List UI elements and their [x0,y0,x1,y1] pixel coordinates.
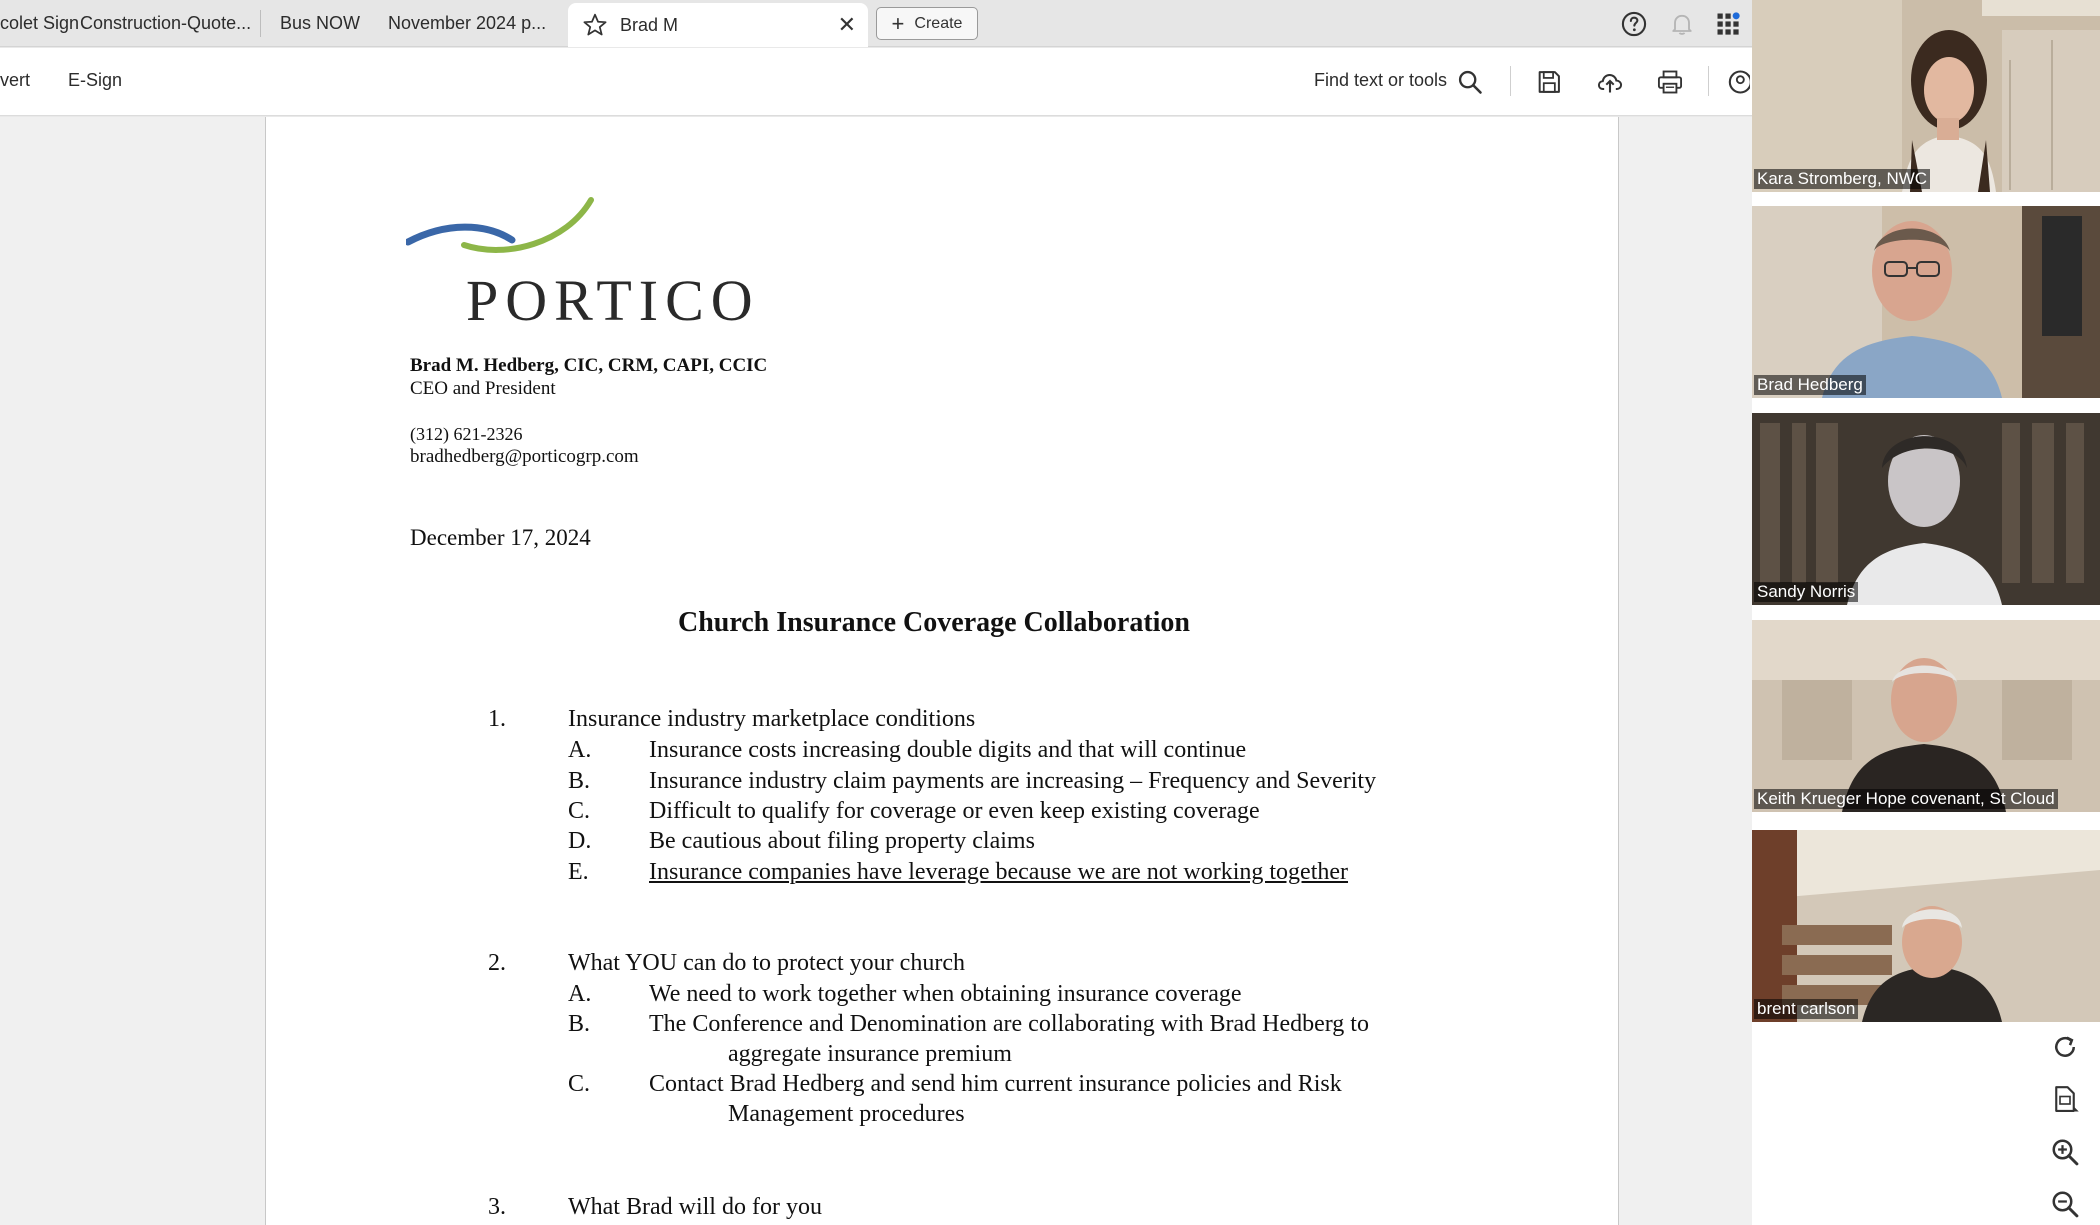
participant-tile[interactable] [1752,413,2100,605]
participant-tile[interactable] [1752,830,2100,1022]
list-item: Difficult to qualify for coverage or even keep existing coverage [649,798,1260,824]
star-icon[interactable] [582,12,608,38]
section-heading: What YOU can do to protect your church [568,950,965,976]
plus-icon: + [891,10,905,36]
list-item: Contact Brad Hedberg and send him current insurance policies and Risk [649,1071,1342,1097]
create-label: Create [914,14,963,32]
page-icon[interactable] [2050,1084,2080,1114]
participant-tile[interactable] [1752,620,2100,812]
zoom-in-icon[interactable] [2050,1137,2080,1167]
tab-construction-quote[interactable] [80,0,251,47]
convert-menu[interactable]: vert [0,70,31,90]
tab-colet-sign[interactable] [0,0,79,47]
section-number: 3. [488,1194,506,1220]
pdf-page [265,117,1619,1225]
toolbar-divider [1708,66,1709,96]
participant-video [1752,206,2100,398]
zoom-out-icon[interactable] [2050,1189,2080,1219]
tab-bus-now[interactable] [280,0,360,47]
find-text-tools[interactable]: Find text or tools [1314,70,1448,90]
esign-menu[interactable]: E-Sign [68,70,123,90]
list-item: Insurance companies have leverage because we are not working together [649,859,1349,885]
tab-divider [260,10,261,37]
apps-grid-icon[interactable] [1714,10,1742,38]
item-letter: C. [568,798,591,824]
section-number: 1. [488,706,506,732]
item-letter: A. [568,981,592,1007]
item-letter: B. [568,768,591,794]
section-number: 2. [488,950,506,976]
item-letter: B. [568,1011,591,1037]
participant-name: Sandy Norris [1754,582,1858,602]
logo-text: PORTICO [466,268,760,333]
list-item: We need to work together when obtaining insurance coverage [649,981,1242,1007]
print-icon[interactable] [1656,68,1684,96]
list-item-continuation: aggregate insurance premium [728,1041,1012,1067]
document-date: December 17, 2024 [410,525,591,550]
item-letter: D. [568,828,592,854]
participant-video [1752,620,2100,812]
participant-name: Kara Stromberg, NWC [1754,169,1930,189]
portico-logo [406,195,760,345]
help-icon[interactable] [1620,10,1648,38]
create-button[interactable] [876,7,978,40]
toolbar-divider [1510,66,1511,96]
tab-bar [0,0,1752,47]
section-heading: What Brad will do for you [568,1194,822,1220]
tab-november-2024[interactable] [388,0,546,47]
participant-name: Brad Hedberg [1754,375,1866,395]
list-item-continuation: Management procedures [728,1101,965,1127]
cloud-upload-icon[interactable] [1596,68,1624,96]
item-letter: C. [568,1071,591,1097]
toolbar [0,48,1752,116]
participant-video [1752,413,2100,605]
video-call-panel [1752,0,2100,1225]
tab-label: Bus NOW [280,13,361,33]
list-item: The Conference and Denomination are collaborating with Brad Hedberg to [649,1011,1369,1037]
item-letter: A. [568,737,592,763]
list-item: Insurance industry claim payments are increasing – Frequency and Severity [649,768,1377,794]
participant-video [1752,0,2100,192]
bell-icon[interactable] [1668,10,1696,38]
author-email: bradhedberg@porticogrp.com [410,446,639,467]
tab-label: Brad M [620,14,679,35]
participant-tile[interactable] [1752,0,2100,192]
tab-label: Construction-Quote... [80,13,252,33]
participant-name: Keith Krueger Hope covenant, St Cloud [1754,789,2058,809]
rotate-icon[interactable] [2050,1032,2080,1062]
close-icon[interactable]: ✕ [837,12,856,37]
list-item: Be cautious about filing property claims [649,828,1035,854]
participant-tile[interactable] [1752,206,2100,398]
tab-brad-m[interactable] [568,3,868,47]
save-icon[interactable] [1535,68,1563,96]
participant-name: brent carlson [1754,999,1858,1019]
participant-video [1752,830,2100,1022]
list-item: Insurance costs increasing double digits and that will continue [649,737,1247,763]
tab-label: colet Sign [0,13,80,33]
tab-label: November 2024 p... [388,13,547,33]
search-icon[interactable] [1456,68,1484,96]
item-letter: E. [568,859,589,885]
author-role: CEO and President [410,378,556,399]
section-heading: Insurance industry marketplace conditions [568,706,976,732]
author-name: Brad M. Hedberg, CIC, CRM, CAPI, CCIC [410,355,768,376]
document-title: Church Insurance Coverage Collaboration [677,607,1191,638]
document-viewer[interactable] [0,117,1752,1225]
author-phone: (312) 621-2326 [410,424,523,444]
share-icon[interactable] [1726,68,1750,96]
